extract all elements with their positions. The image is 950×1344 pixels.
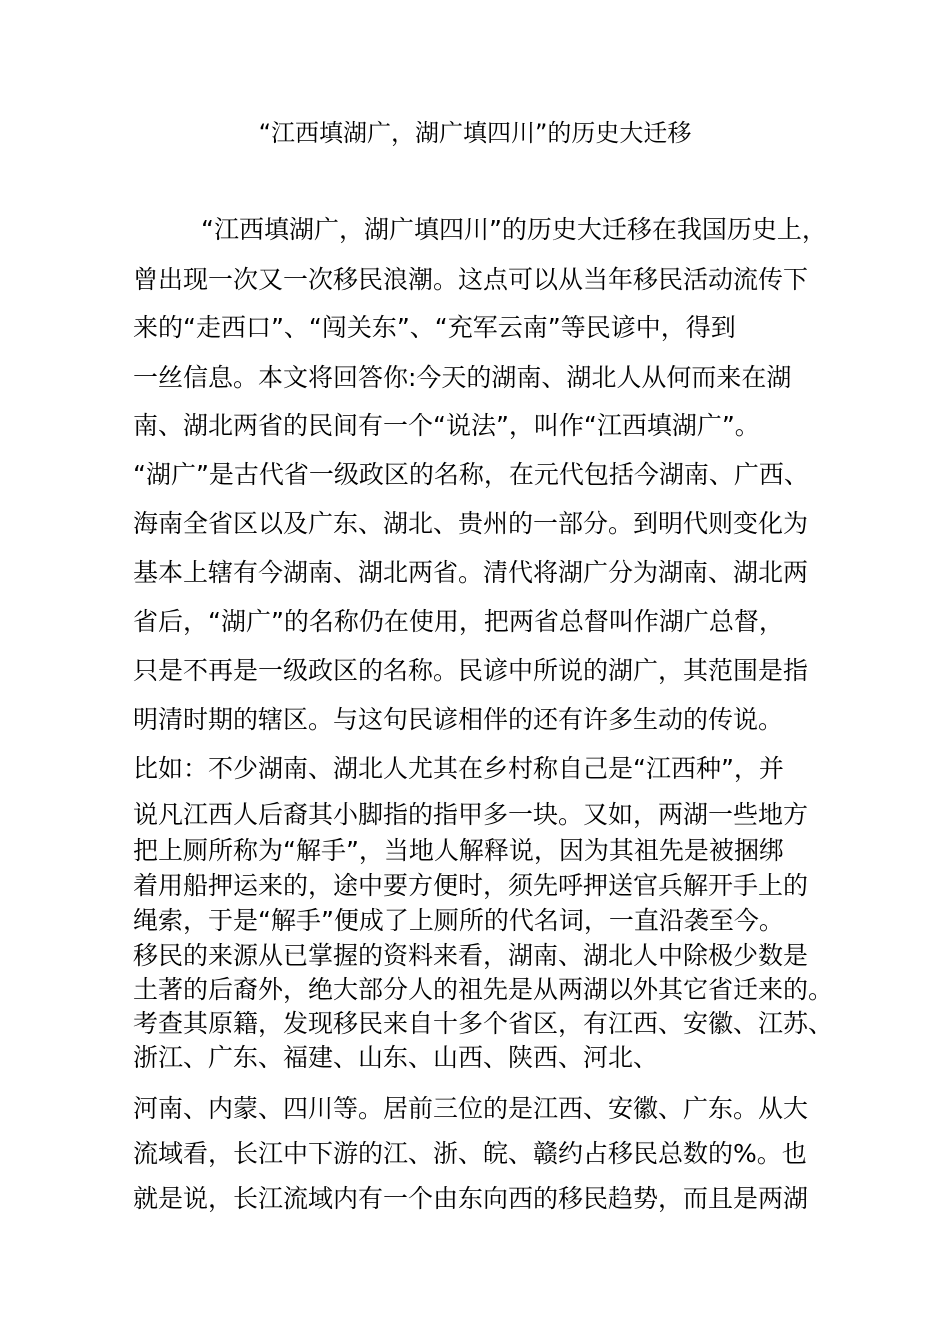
text-line: 河南、内蒙、四川等。居前三位的是江西、安徽、广东。从大 — [133, 1094, 809, 1123]
text-line: “江西填湖广，湖广填四川”的历史大迁移在我国历史上， — [201, 215, 827, 244]
text-line: 基本上辖有今湖南、湖北两省。清代将湖广分为湖南、湖北两 — [133, 558, 809, 587]
text-line: 土著的后裔外，绝大部分人的祖先是从两湖以外其它省迁来的。 — [133, 975, 834, 1004]
text-line: 一丝信息。本文将回答你:今天的湖南、湖北人从何而来在湖 — [133, 363, 792, 392]
text-line: 只是不再是一级政区的名称。民谚中所说的湖广，其范围是指 — [133, 656, 809, 685]
text-line: 把上厕所称为“解手”，当地人解释说，因为其祖先是被捆绑 — [133, 836, 784, 865]
text-line: 绳索，于是“解手”便成了上厕所的代名词，一直沿袭至今。 — [133, 906, 784, 935]
text-line: 浙江、广东、福建、山东、山西、陕西、河北、 — [133, 1043, 659, 1072]
text-line: 比如：不少湖南、湖北人尤其在乡村称自己是“江西种”，并 — [133, 754, 784, 783]
text-line: 省后，“湖广”的名称仍在使用，把两省总督叫作湖广总督， — [133, 607, 784, 636]
text-line: 移民的来源从已掌握的资料来看，湖南、湖北人中除极少数是 — [133, 941, 809, 970]
document-title: “江西填湖广，湖广填四川”的历史大迁移 — [258, 119, 692, 147]
text-line: 来的“走西口”、“闯关东”、“充军云南”等民谚中，得到 — [133, 313, 736, 342]
text-line: 考查其原籍，发现移民来自十多个省区，有江西、安徽、江苏、 — [133, 1009, 834, 1038]
text-line: 流域看，长江中下游的江、浙、皖、赣约占移民总数的%。也 — [133, 1139, 807, 1168]
text-line: 海南全省区以及广东、湖北、贵州的一部分。到明代则变化为 — [133, 509, 809, 538]
text-line: 曾出现一次又一次移民浪潮。这点可以从当年移民活动流传下 — [133, 265, 809, 294]
text-line: 就是说，长江流域内有一个由东向西的移民趋势，而且是两湖 — [133, 1184, 809, 1213]
text-line: 南、湖北两省的民间有一个“说法”，叫作“江西填湖广”。 — [133, 411, 760, 440]
text-line: 说凡江西人后裔其小脚指的指甲多一块。又如，两湖一些地方 — [133, 800, 809, 829]
text-line: 着用船押运来的，途中要方便时，须先呼押送官兵解开手上的 — [133, 871, 809, 900]
text-line: 明清时期的辖区。与这句民谚相伴的还有许多生动的传说。 — [133, 705, 784, 734]
text-line: “湖广”是古代省一级政区的名称，在元代包括今湖南、广西、 — [133, 460, 809, 489]
